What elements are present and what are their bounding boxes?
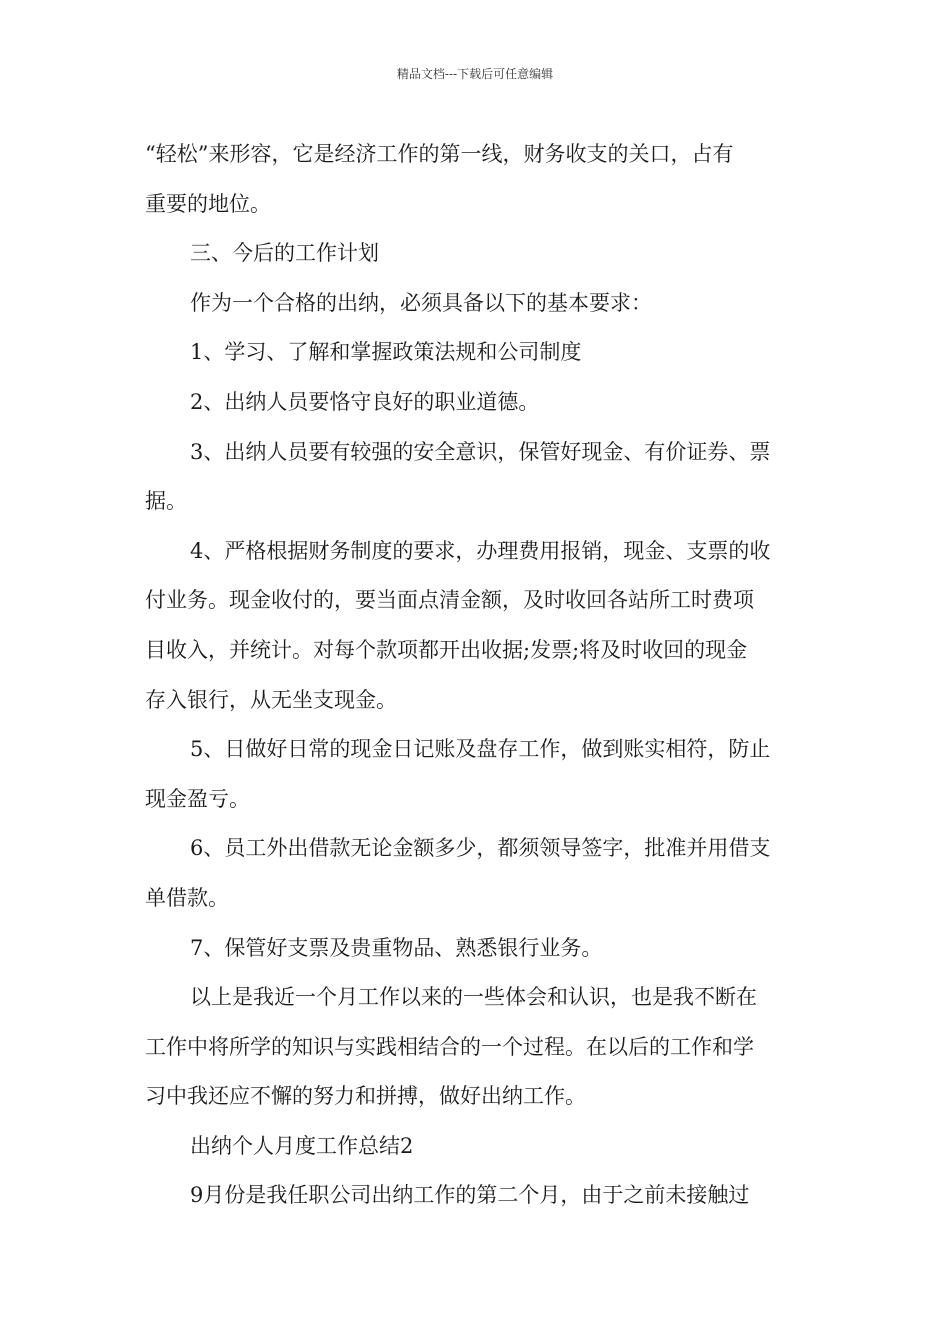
document-body xyxy=(145,130,810,1221)
text-line: 单借款。 xyxy=(145,885,229,910)
text-line: 付业务。现金收付的，要当面点清金额，及时收回各站所工时费项 xyxy=(145,588,754,613)
text-line: 习中我还应不懈的努力和拼搏，做好出纳工作。 xyxy=(145,1084,586,1109)
text-line: 作为一个合格的出纳，必须具备以下的基本要求： xyxy=(190,290,652,315)
text-line: 现金盈亏。 xyxy=(145,786,250,811)
text-line: 目收入，并统计。对每个款项都开出收据;发票;将及时收回的现金 xyxy=(145,637,748,662)
list-item: 3、出纳人员要有较强的安全意识，保管好现金、有价证券、票 xyxy=(190,439,771,464)
text-line: 重要的地位。 xyxy=(145,191,271,216)
text-line: “轻松”来形容，它是经济工作的第一线，财务收支的关口，占有 xyxy=(145,142,734,166)
text-line: 以上是我近一个月工作以来的一些体会和认识，也是我不断在 xyxy=(190,985,757,1010)
text-line: 工作中将所学的知识与实践相结合的一个过程。在以后的工作和学 xyxy=(145,1034,754,1059)
page-header: 精品文档---下载后可任意编辑 xyxy=(396,67,554,81)
list-item: 7、保管好支票及贵重物品、熟悉银行业务。 xyxy=(190,935,603,960)
section-title: 出纳个人月度工作总结2 xyxy=(190,1133,414,1158)
text-line: 据。 xyxy=(145,489,187,514)
list-item: 6、员工外出借款无论金额多少，都须领导签字，批准并用借支 xyxy=(190,836,771,861)
list-item: 2、出纳人员要恪守良好的职业道德。 xyxy=(190,389,540,414)
section-heading: 三、今后的工作计划 xyxy=(190,241,379,266)
text-line: 存入银行，从无坐支现金。 xyxy=(145,687,397,712)
list-item: 5、日做好日常的现金日记账及盘存工作，做到账实相符，防止 xyxy=(190,737,771,762)
list-item: 4、严格根据财务制度的要求，办理费用报销，现金、支票的收 xyxy=(190,538,771,563)
text-line: 9月份是我任职公司出纳工作的第二个月，由于之前未接触过 xyxy=(190,1183,750,1208)
list-item: 1、学习、了解和掌握政策法规和公司制度 xyxy=(190,340,582,365)
